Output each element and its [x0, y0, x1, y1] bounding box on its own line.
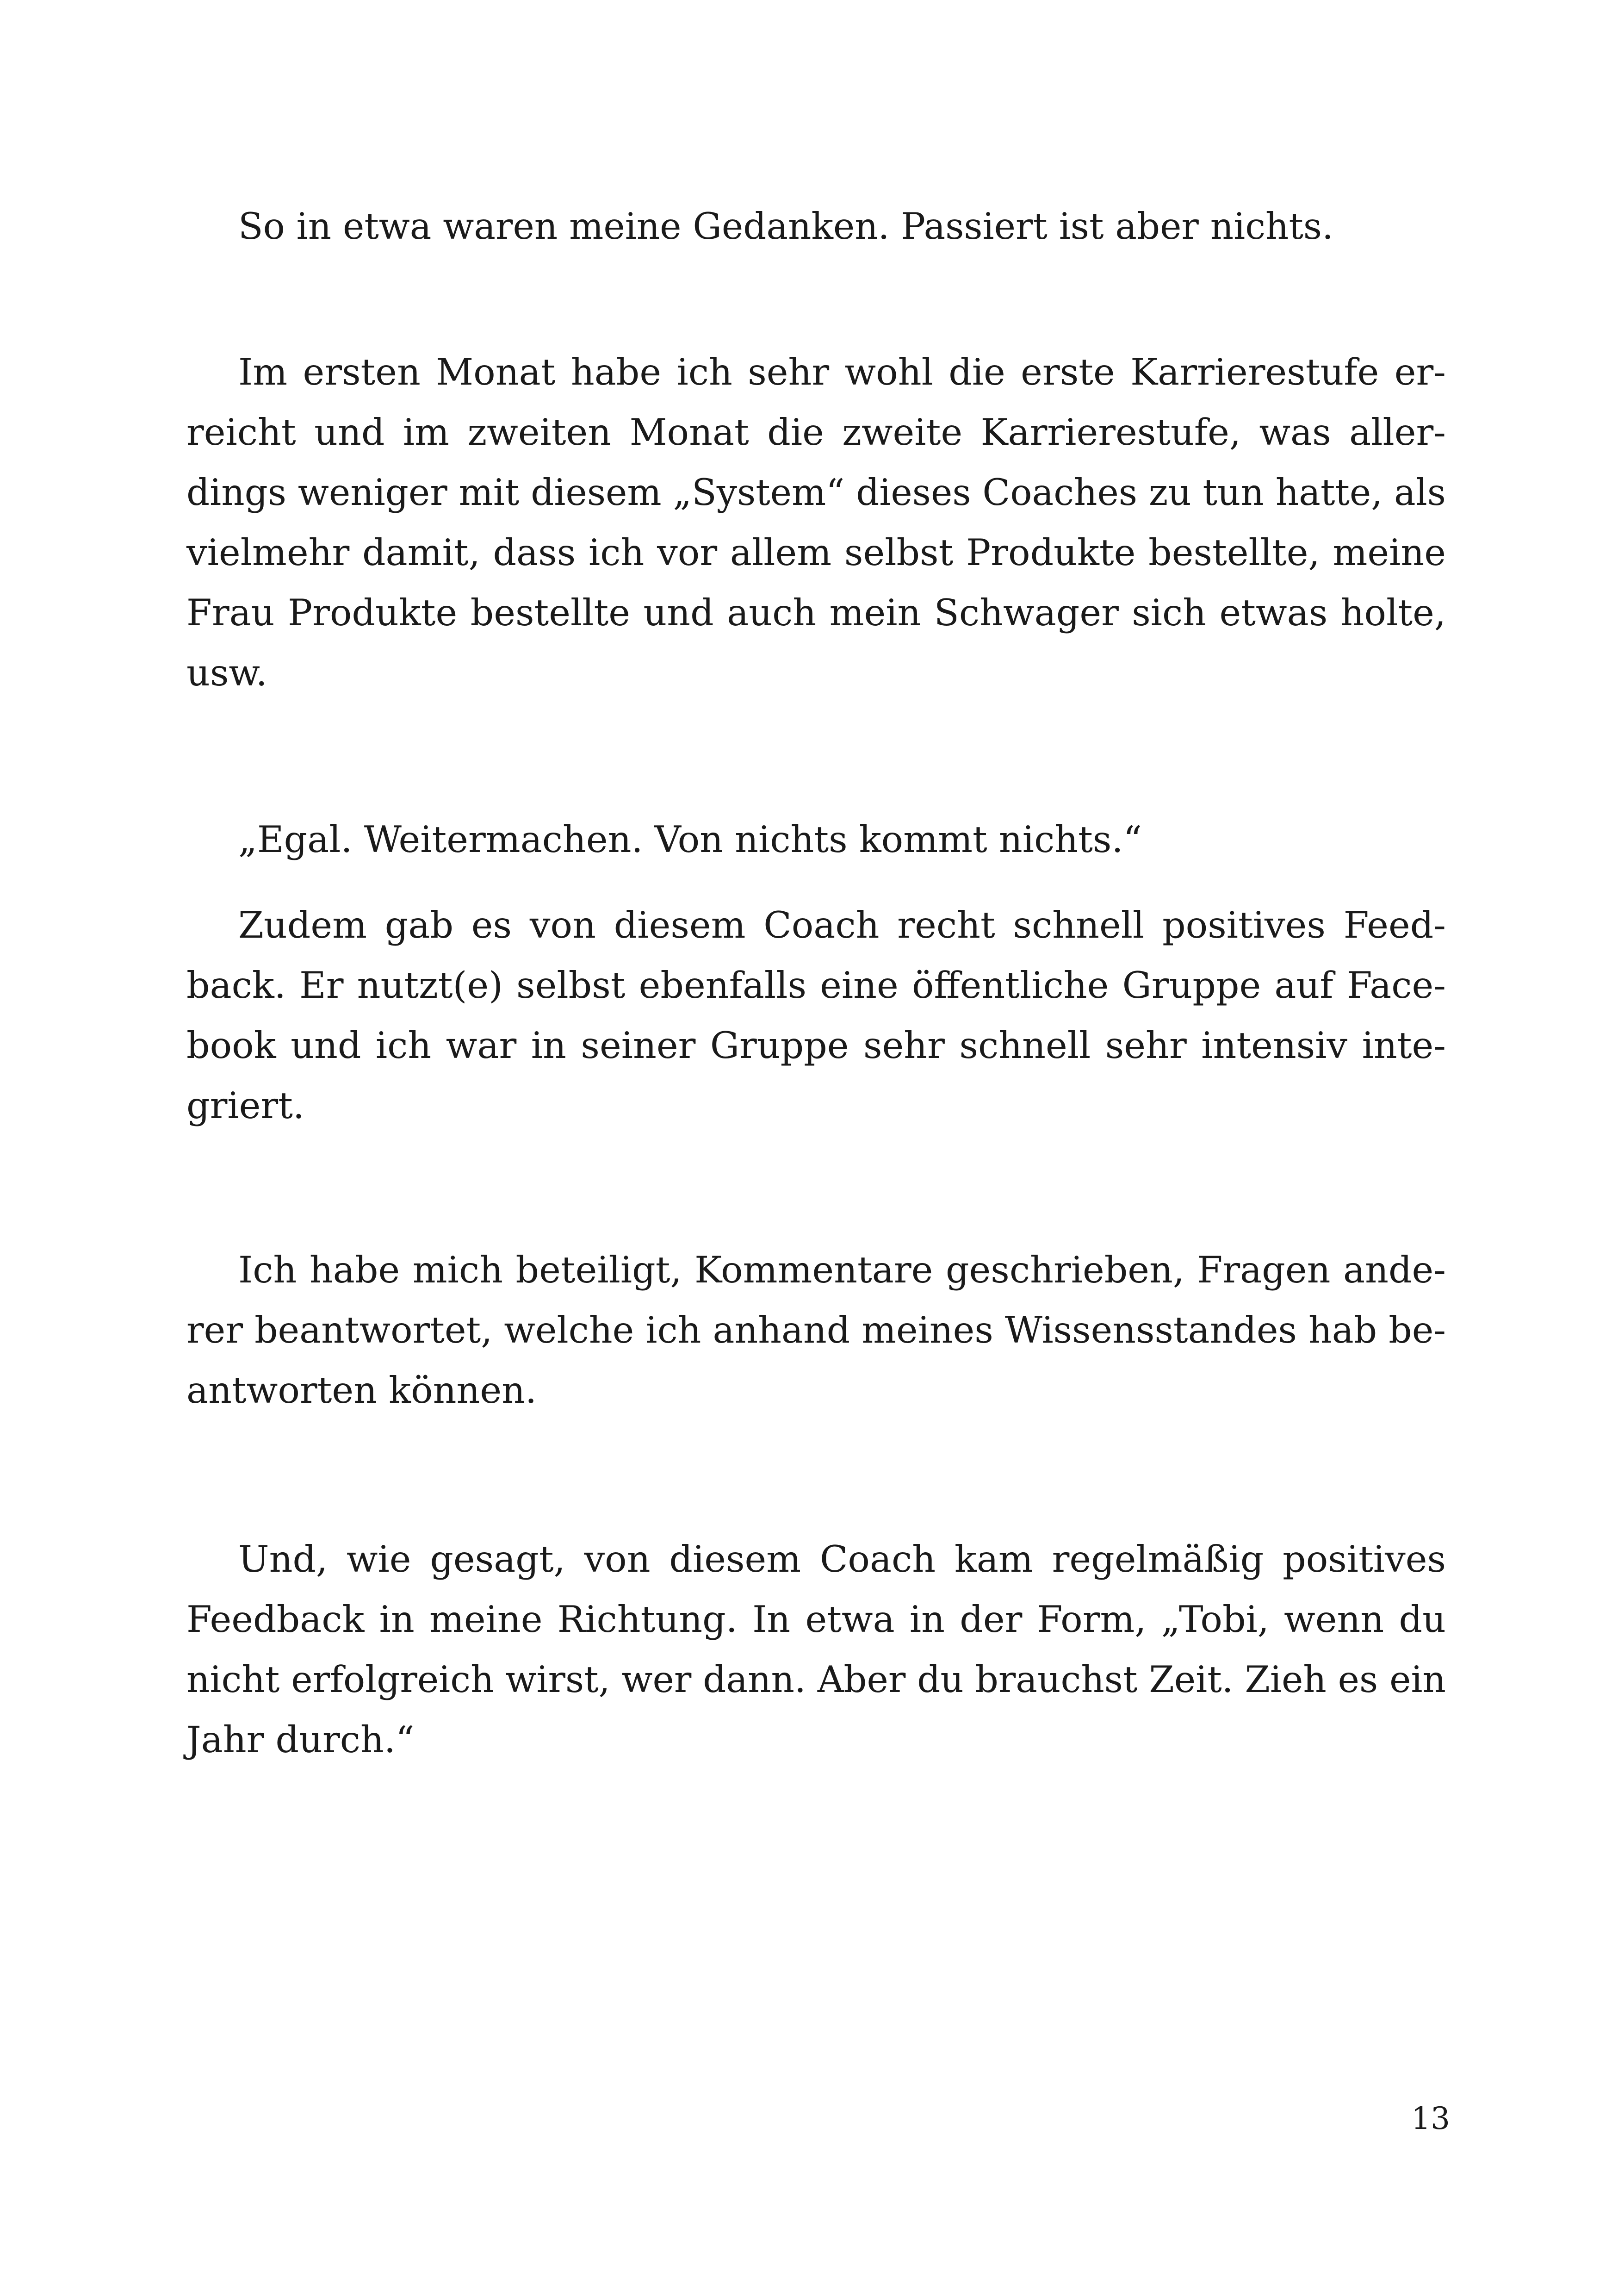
paragraph-4-line-1: Zudem gab es von diesem Coach recht schnell positives Feed- [238, 904, 1446, 946]
page-number: 13 [1411, 2101, 1450, 2136]
paragraph-6-line-2: Feedback in meine Richtung. In etwa in der Form, „Tobi, wenn du [186, 1598, 1446, 1641]
paragraph-2-line-3: dings weniger mit diesem „System“ dieses Coaches zu tun hatte, als [186, 471, 1446, 514]
paragraph-2-line-2: reicht und im zweiten Monat die zweite Karrierestufe, was aller- [186, 411, 1446, 454]
paragraph-4-line-4: griert. [186, 1084, 304, 1127]
paragraph-4-line-3: book und ich war in seiner Gruppe sehr schnell sehr intensiv inte- [186, 1024, 1446, 1067]
paragraph-2-line-4: vielmehr damit, dass ich vor allem selbst Produkte bestellte, meine [186, 531, 1446, 574]
paragraph-6-line-3: nicht erfolgreich wirst, wer dann. Aber du brauchst Zeit. Zieh es ein [186, 1658, 1446, 1701]
paragraph-5-line-3: antworten können. [186, 1369, 537, 1412]
paragraph-5-line-2: rer beantwortet, welche ich anhand meines Wissensstandes hab be- [186, 1309, 1446, 1351]
paragraph-6-line-4: Jahr durch.“ [186, 1718, 415, 1761]
paragraph-5-line-1: Ich habe mich beteiligt, Kommentare geschrieben, Fragen ande- [238, 1249, 1446, 1291]
paragraph-6-line-1: Und, wie gesagt, von diesem Coach kam regelmäßig positives [238, 1538, 1446, 1580]
paragraph-2-line-1: Im ersten Monat habe ich sehr wohl die erste Karrierestufe er- [238, 351, 1446, 393]
paragraph-3-line-1: „Egal. Weitermachen. Von nichts kommt nichts.“ [238, 818, 1142, 861]
paragraph-1-line-1: So in etwa waren meine Gedanken. Passiert ist aber nichts. [238, 205, 1334, 248]
paragraph-2-line-6: usw. [186, 652, 267, 694]
paragraph-2-line-5: Frau Produkte bestellte und auch mein Schwager sich etwas holte, [186, 591, 1446, 634]
paragraph-4-line-2: back. Er nutzt(e) selbst ebenfalls eine öffentliche Gruppe auf Face- [186, 964, 1446, 1007]
